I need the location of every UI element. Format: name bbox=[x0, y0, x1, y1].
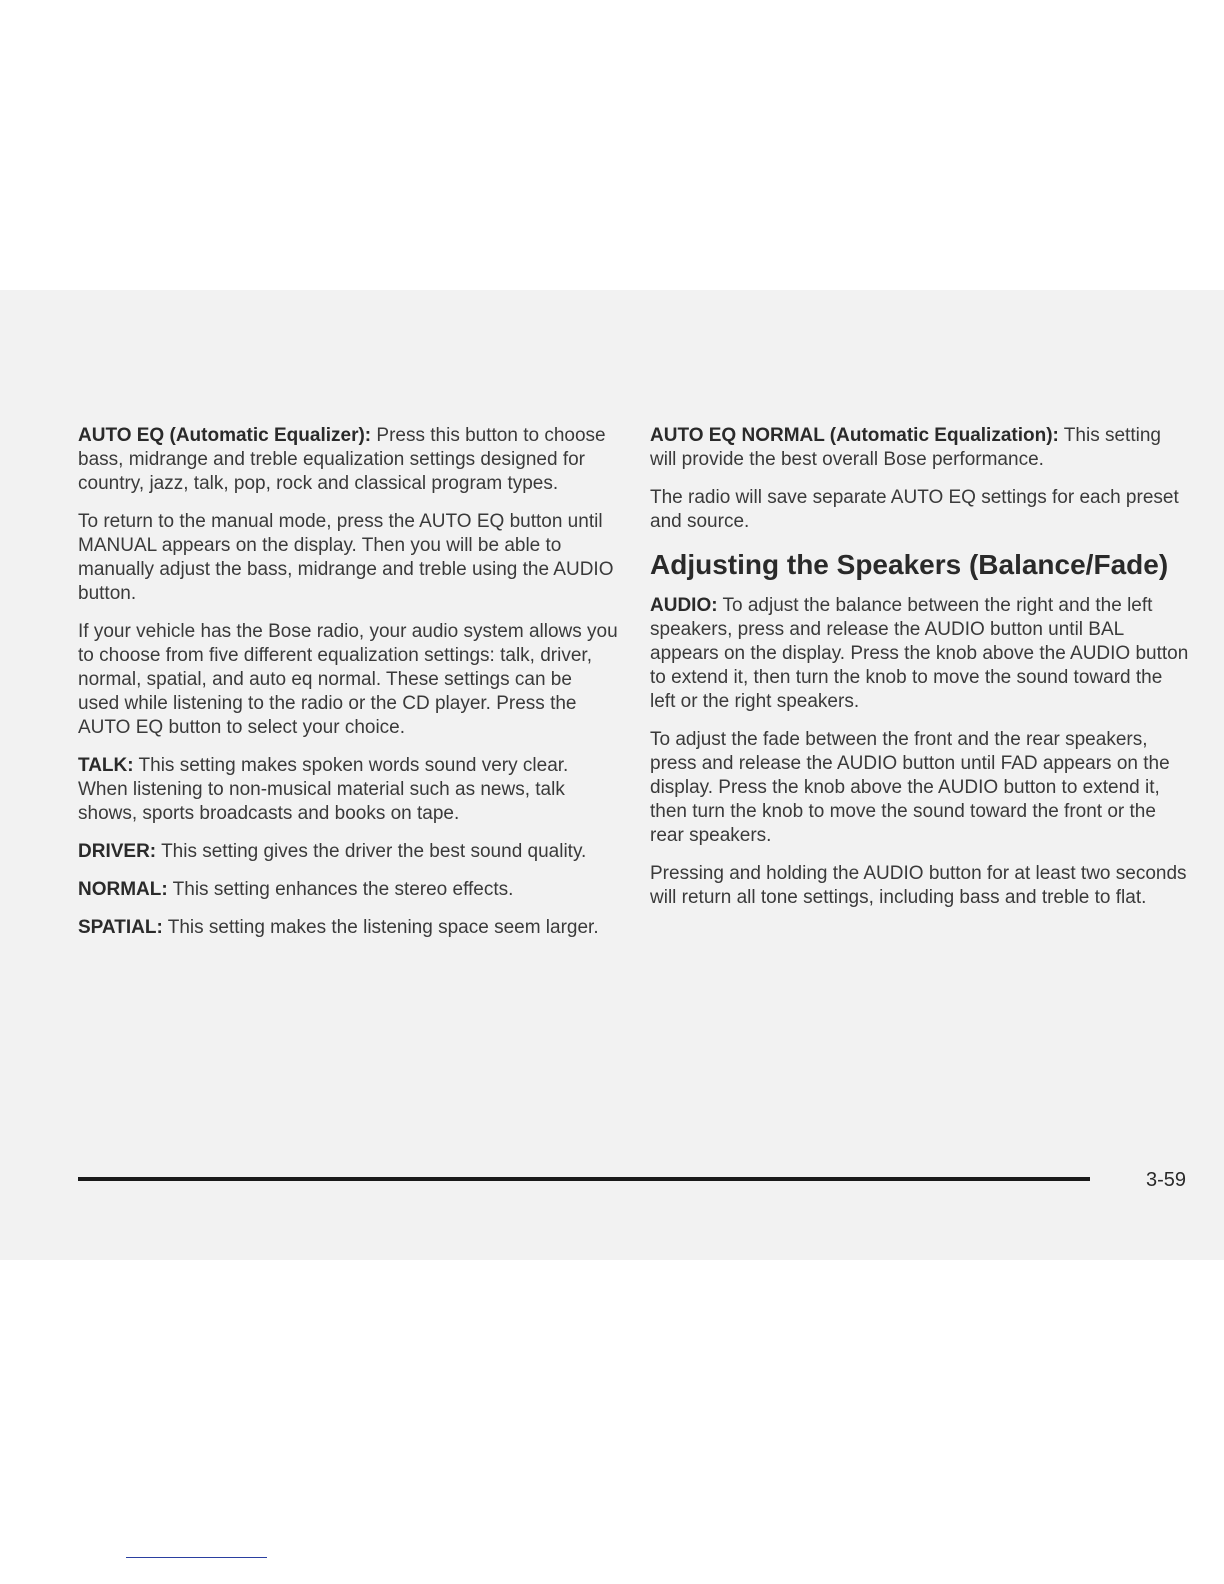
reset-paragraph: Pressing and holding the AUDIO button for at least two seconds will return all tone settings, including bass and treble to flat. bbox=[650, 863, 1187, 908]
auto-eq-term: AUTO EQ (Automatic Equalizer): bbox=[78, 425, 372, 446]
auto-eq-normal-text: This setting will provide the best overall Bose performance. bbox=[650, 425, 1161, 470]
talk-paragraph bbox=[78, 754, 618, 826]
driver-paragraph bbox=[78, 840, 618, 864]
talk-text: This setting makes spoken words sound very clear. When listening to non-musical material such as news, talk shows, sports broadcasts and books on tape. bbox=[78, 755, 569, 824]
left-column bbox=[78, 424, 618, 954]
driver-text: This setting gives the driver the best sound quality. bbox=[161, 841, 587, 862]
driver-term: DRIVER: bbox=[78, 841, 157, 862]
manual-mode-paragraph: To return to the manual mode, press the AUTO EQ button until MANUAL appears on the display. Then you will be able to manually adjust the bass, midrange and treble using the AUDIO button. bbox=[78, 511, 614, 604]
auto-eq-paragraph bbox=[78, 424, 618, 496]
audio-paragraph bbox=[650, 594, 1192, 714]
bose-radio-paragraph: If your vehicle has the Bose radio, your audio system allows you to choose from five different equalization settings: talk, driver, normal, spatial, and auto eq normal. These settings can be used while listening to the radio or the CD player. Press the AUTO EQ button to select your choice. bbox=[78, 621, 618, 738]
auto-eq-text: Press this button to choose bass, midrange and treble equalization settings designed for country, jazz, talk, pop, rock and classical program types. bbox=[78, 425, 606, 494]
spatial-text: This setting makes the listening space seem larger. bbox=[167, 917, 599, 938]
audio-term: AUDIO: bbox=[650, 595, 718, 616]
bottom-link-underline bbox=[126, 1557, 267, 1558]
fade-paragraph: To adjust the fade between the front and the rear speakers, press and release the AUDIO button until FAD appears on the display. Press the knob above the AUDIO button to extend it, then turn the knob to move the sound toward the front or the rear speakers. bbox=[650, 729, 1170, 846]
auto-eq-normal-term: AUTO EQ NORMAL (Automatic Equalization): bbox=[650, 425, 1059, 446]
normal-text: This setting enhances the stereo effects. bbox=[172, 879, 514, 900]
talk-term: TALK: bbox=[78, 755, 134, 776]
section-heading: Adjusting the Speakers (Balance/Fade) bbox=[650, 549, 1169, 580]
spatial-paragraph bbox=[78, 916, 618, 940]
right-column bbox=[650, 424, 1192, 924]
footer-rule bbox=[78, 1177, 1090, 1181]
spatial-term: SPATIAL: bbox=[78, 917, 163, 938]
page-number: 3-59 bbox=[1146, 1169, 1187, 1191]
normal-paragraph bbox=[78, 878, 618, 902]
auto-eq-normal-paragraph bbox=[650, 424, 1192, 472]
normal-term: NORMAL: bbox=[78, 879, 168, 900]
audio-text: To adjust the balance between the right and the left speakers, press and release the AUDIO button until BAL appears on the display. Press the knob above the AUDIO button to extend it, then turn the knob to move the sound toward the left or the right speakers. bbox=[650, 595, 1189, 712]
save-settings-paragraph: The radio will save separate AUTO EQ settings for each preset and source. bbox=[650, 487, 1179, 532]
